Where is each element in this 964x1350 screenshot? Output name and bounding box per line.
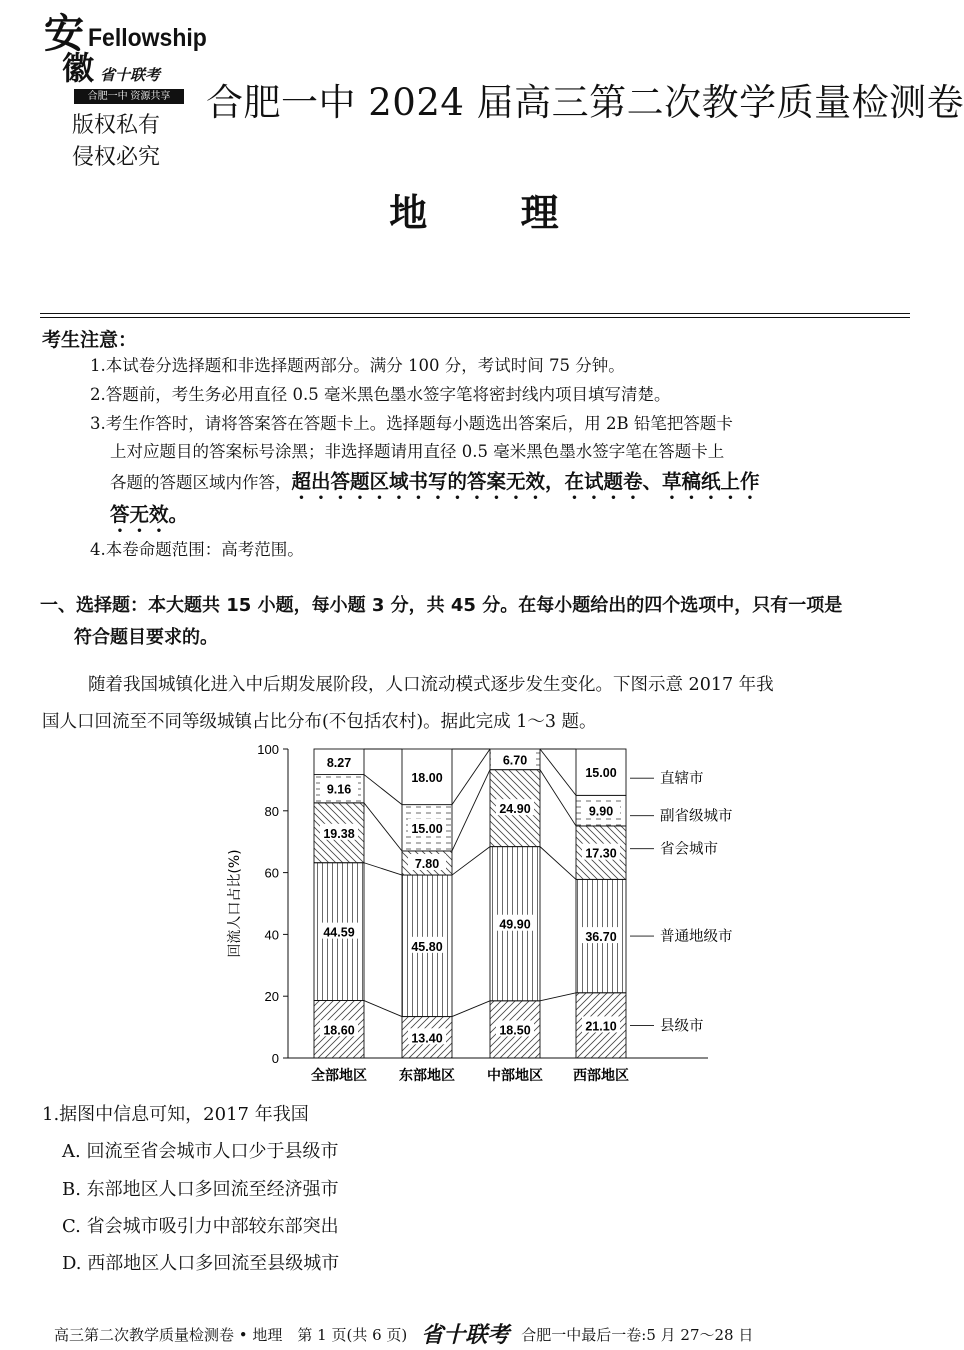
notice-text: 各题的答题区域内作答，	[110, 473, 292, 492]
intro-line-2: 国人口回流至不同等级城镇占比分布(不包括农村)。据此完成 1～3 题。	[42, 712, 597, 732]
series-connector-line	[364, 775, 402, 805]
intro-line-1: 随着我国城镇化进入中后期发展阶段，人口流动模式逐步发生变化。下图示意 2017 年我	[88, 675, 774, 695]
question-1-option-b[interactable]: B. 东部地区人口多回流至经济强市	[62, 1179, 339, 1200]
legend-label: 副省级城市	[660, 808, 733, 825]
page-footer	[54, 1316, 753, 1347]
y-tick-label: 100	[257, 742, 279, 757]
y-tick-label: 40	[264, 927, 279, 943]
series-connector-line	[540, 847, 576, 880]
series-connector-line	[452, 749, 490, 805]
data-label: 9.16	[326, 782, 352, 797]
data-label: 6.70	[502, 753, 528, 768]
data-label: 18.60	[323, 1023, 355, 1038]
y-tick-label: 80	[264, 803, 279, 819]
footer-right: 合肥一中最后一卷:5 月 27～28 日	[521, 1326, 754, 1344]
data-label: 21.10	[585, 1019, 617, 1034]
data-label: 19.38	[323, 826, 355, 841]
stacked-bar-chart	[225, 738, 733, 1090]
question-1-option-c[interactable]: C. 省会城市吸引力中部较东部突出	[62, 1216, 339, 1237]
logo-fellowship: Fellowship	[88, 24, 207, 52]
data-label: 15.00	[411, 821, 443, 836]
logo-brand: 省十联考	[100, 66, 161, 84]
footer-brand: 省十联考	[421, 1322, 510, 1348]
question-1-stem: 1.据图中信息可知，2017 年我国	[42, 1104, 309, 1125]
legend-label: 县级市	[660, 1018, 704, 1035]
series-connector-line	[364, 863, 402, 875]
notice-item-4: 4.本卷命题范围：高考范围。	[90, 540, 304, 559]
notice-item-3-cont: 上对应题目的答案标号涂黑；非选择题请用直径 0.5 毫米黑色墨水签字笔在答题卡上	[110, 442, 725, 461]
series-connector-line	[364, 803, 402, 851]
data-label: 36.70	[585, 930, 617, 945]
data-label: 9.90	[588, 804, 614, 819]
data-label: 8.27	[326, 755, 352, 770]
data-label: 49.90	[499, 917, 531, 932]
legend-label: 直辖市	[660, 771, 704, 788]
notice-item-3: 3.考生作答时，请将答案答在答题卡上。选择题每小题选出答案后，用 2B 铅笔把答题卡	[90, 414, 733, 433]
x-category-label: 西部地区	[573, 1068, 629, 1084]
divider	[40, 317, 910, 318]
footer-left: 高三第二次教学质量检测卷 • 地理 第 1 页(共 6 页)	[54, 1326, 408, 1344]
notice-heading: 考生注意：	[42, 329, 138, 351]
notice-item-3-cont2	[110, 468, 760, 504]
data-label: 15.00	[585, 766, 617, 781]
data-label: 13.40	[411, 1031, 443, 1046]
series-connector-line	[540, 749, 576, 795]
question-1-option-a[interactable]: A. 回流至省会城市人口少于县级市	[62, 1141, 339, 1162]
notice-item-3-cont3	[110, 501, 188, 537]
data-label: 45.80	[411, 939, 443, 954]
y-tick-label: 0	[271, 1051, 279, 1066]
notice-item-1: 1.本试卷分选择题和非选择题两部分。满分 100 分，考试时间 75 分钟。	[90, 356, 625, 375]
series-connector-line	[540, 993, 576, 1001]
chart-svg	[225, 738, 733, 1090]
logo-an-character: 安	[44, 10, 84, 57]
logo-bar: 合肥一中 资源共享	[74, 89, 184, 104]
data-label: 18.00	[411, 770, 443, 785]
rights-line-2: 侵权必究	[72, 145, 161, 170]
question-1-option-d[interactable]: D. 西部地区人口多回流至县级城市	[62, 1253, 340, 1274]
x-category-label: 全部地区	[311, 1068, 367, 1084]
section-heading-line-1: 一、选择题：本大题共 15 小题，每小题 3 分，共 45 分。在每小题给出的四个选项中，只有一项是	[40, 595, 843, 616]
series-connector-line	[364, 1001, 402, 1017]
x-category-label: 中部地区	[487, 1068, 543, 1084]
y-tick-label: 20	[264, 989, 279, 1005]
notice-warning-end: 答无效。	[110, 503, 189, 526]
data-label: 7.80	[414, 857, 440, 872]
divider	[40, 313, 910, 314]
section-heading	[40, 590, 842, 654]
data-label: 18.50	[499, 1023, 531, 1038]
series-connector-line	[540, 770, 576, 826]
y-tick-label: 60	[264, 865, 279, 881]
legend-label: 普通地级市	[660, 929, 733, 946]
x-category-label: 东部地区	[399, 1068, 455, 1084]
subject-title: 地 理	[389, 191, 561, 235]
notice-item-2: 2.答题前，考生务必用直径 0.5 毫米黑色墨水签字笔将密封线内项目填写清楚。	[90, 385, 671, 404]
data-label: 24.90	[499, 802, 531, 817]
legend-label: 省会城市	[660, 841, 718, 858]
logo-hui-character: 徽	[62, 49, 95, 87]
series-connector-line	[452, 1001, 490, 1017]
series-connector-line	[452, 847, 490, 875]
y-axis-label: 回流人口占比(%)	[227, 849, 243, 958]
rights-line-1: 版权私有	[72, 113, 161, 138]
notice-warning: 超出答题区域书写的答案无效，在试题卷、草稿纸上作	[291, 470, 760, 493]
data-label: 44.59	[323, 925, 355, 940]
data-label: 17.30	[585, 846, 617, 861]
exam-title: 合肥一中 2024 届高三第二次教学质量检测卷	[206, 81, 964, 124]
series-connector-line	[452, 770, 490, 851]
section-heading-line-2: 符合题目要求的。	[74, 627, 218, 648]
